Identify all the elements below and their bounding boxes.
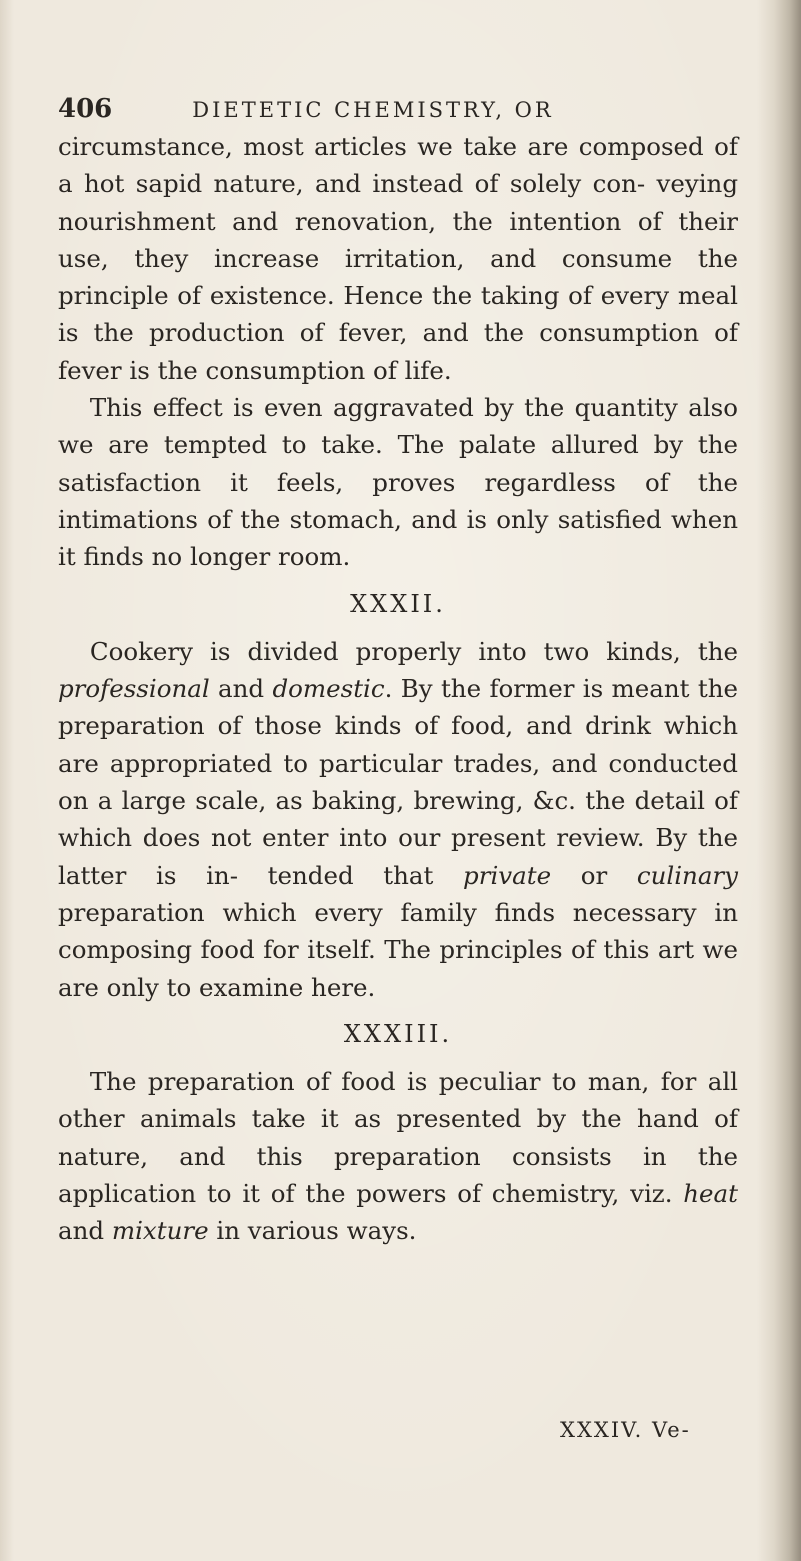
p3-italic-culinary: culinary bbox=[636, 860, 738, 890]
running-title: DIETETIC CHEMISTRY, OR bbox=[192, 98, 554, 122]
p3-text-1: Cookery is divided properly into two kinds, the bbox=[89, 636, 738, 666]
paragraph-3 bbox=[58, 633, 738, 1006]
p4-text-1: The preparation of food is peculiar to man, for all other animals take it as presented by the hand of nature, and this preparation consists in the application to it of the powers of chemistry, viz. bbox=[58, 1067, 738, 1209]
catchword: XXXIV. Ve- bbox=[560, 1418, 691, 1442]
section-heading-xxxiii: XXXIII. bbox=[343, 1019, 453, 1048]
paragraph-4 bbox=[58, 1063, 738, 1249]
p3-italic-private: private bbox=[463, 860, 552, 890]
paragraph-1: circumstance, most articles we take are composed of a hot sapid nature, and instead of solely con- veying nourishment and renovation, the intention of their use, they increase irritation, and consume the principle of existence. Hence the taking of every meal is the production of fever, and the consumption of fever is the consumption of life. bbox=[58, 132, 738, 385]
page-number: 406 bbox=[58, 94, 113, 124]
section-heading-xxxii: XXXII. bbox=[350, 589, 446, 618]
paragraph-2: This effect is even aggravated by the quantity also we are tempted to take. The palate allured by the satisfaction it feels, proves regardless of the intimations of the stomach, and is only satisfied when it finds no longer room. bbox=[58, 393, 738, 572]
p4-italic-mixture: mixture bbox=[111, 1216, 209, 1246]
page-header bbox=[58, 94, 748, 128]
p4-italic-heat: heat bbox=[683, 1179, 738, 1209]
page-left-shadow bbox=[0, 0, 14, 1561]
p3-italic-domestic: domestic bbox=[272, 674, 385, 704]
p4-text-2: and bbox=[58, 1216, 112, 1246]
p3-text-4: or bbox=[551, 860, 637, 890]
p4-text-3: in various ways. bbox=[208, 1216, 417, 1246]
p3-text-2: and bbox=[209, 674, 273, 704]
p3-text-3: . By the former is meant the preparation of those kinds of food, and drink which are appropriated to particular trades, and conducted on a large scale, as baking, brewing, &c. the detail of which does not enter into our present review. By the latter is in- tended that bbox=[58, 674, 738, 890]
body-text bbox=[58, 128, 738, 1250]
p3-italic-professional: professional bbox=[58, 674, 210, 704]
page-binding-edge bbox=[757, 0, 801, 1561]
p3-text-5: preparation which every family finds necessary in composing food for itself. The principles of this art we are only to examine here. bbox=[58, 897, 738, 1002]
